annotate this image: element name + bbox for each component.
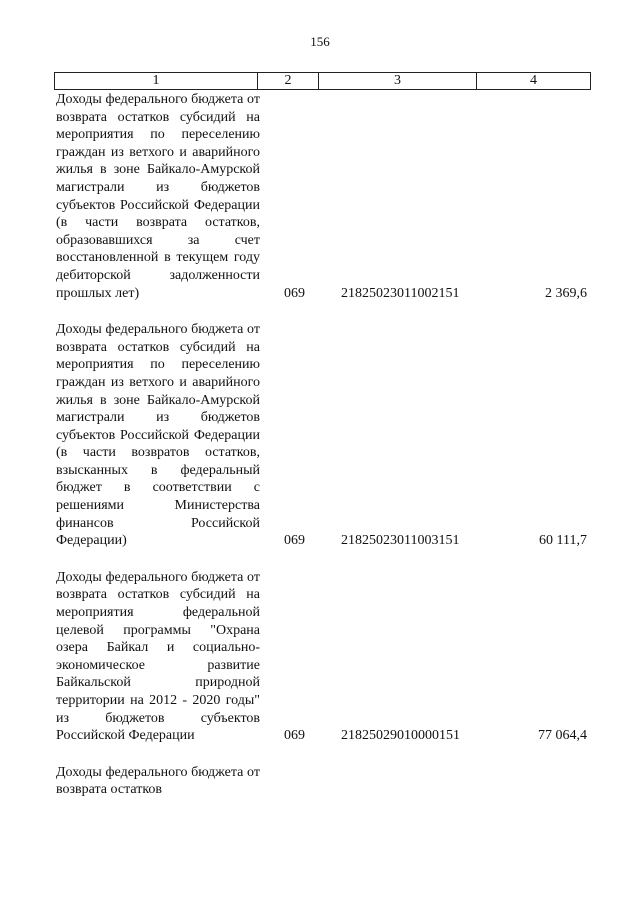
row-description: Доходы федерального бюджета от возврата остатков субсидий на мероприятия по переселению граждан из ветхого и аварийного жилья в зоне Байкало-Амурской магистрали из бюджетов субъектов Российской Федерации (в части возврата остатков, образовавшихся за счет восстановленной в текущем году дебиторской задолженности прошлых лет) — [56, 92, 260, 301]
row-amount: 77 064,4 — [538, 728, 587, 744]
income-rows — [54, 91, 590, 818]
column-header-row — [55, 73, 591, 90]
row-admin-code: 069 — [284, 728, 305, 744]
row-budget-code: 21825023011003151 — [341, 533, 460, 549]
table-row — [54, 91, 590, 302]
column-header-table — [54, 72, 591, 90]
table-row — [54, 569, 590, 745]
column-header-1: 1 — [55, 73, 258, 90]
column-header-2: 2 — [258, 73, 319, 90]
page-number: 156 — [310, 34, 330, 49]
column-header-4: 4 — [477, 73, 591, 90]
row-budget-code: 21825029010000151 — [341, 728, 460, 744]
table-row — [54, 321, 590, 550]
row-budget-code: 21825023011002151 — [341, 285, 460, 301]
row-description: Доходы федерального бюджета от возврата остатков субсидий на мероприятия федеральной целевой программы "Охрана озера Байкал и социально-экономическое развитие Байкальской природной территории на 2012 - 2020 годы" из бюджетов субъектов Российской Федерации — [56, 569, 260, 744]
row-admin-code: 069 — [284, 285, 305, 301]
table-row — [54, 764, 590, 799]
row-description: Доходы федерального бюджета от возврата остатков субсидий на мероприятия по переселению граждан из ветхого и аварийного жилья в зоне Байкало-Амурской магистрали из бюджетов субъектов Российской Федерации (в части возвратов остатков, взысканных в федеральный бюджет в соответствии с решениями Министерства финансов Российской Федерации) — [56, 322, 260, 549]
row-admin-code: 069 — [284, 533, 305, 549]
row-description: Доходы федерального бюджета от возврата остатков — [56, 764, 260, 798]
row-amount: 60 111,7 — [539, 533, 587, 549]
column-header-3: 3 — [319, 73, 477, 90]
row-amount: 2 369,6 — [545, 285, 587, 301]
